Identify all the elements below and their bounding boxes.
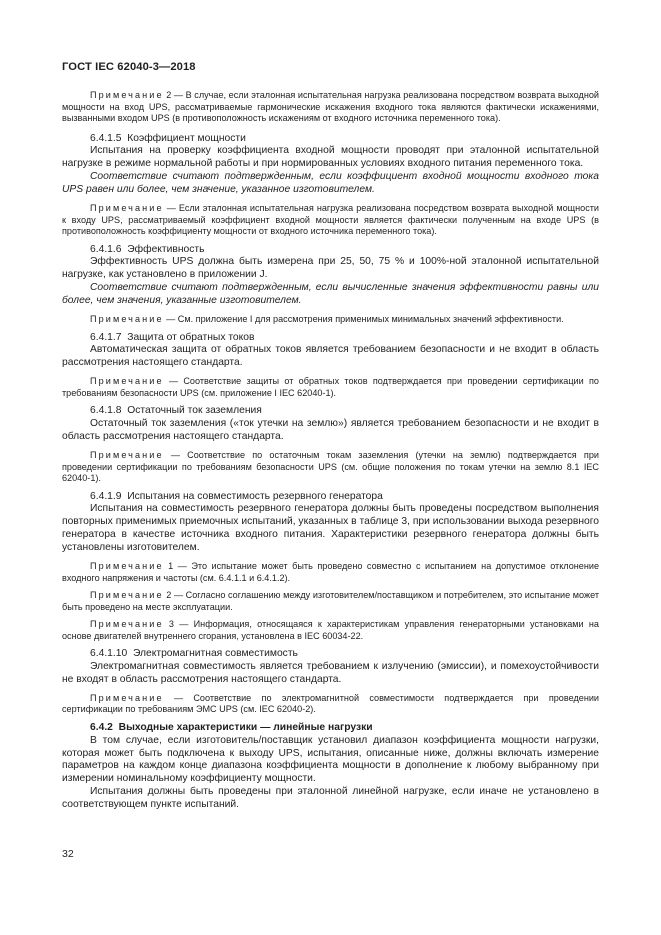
section-number: 6.4.1.8 (90, 405, 122, 417)
note-number: 2 (166, 590, 172, 601)
note-label: Примечание (90, 314, 164, 325)
note: Примечание — Соответствие защиты от обратных токов подтверждается при проведении сертификации по требованиям безопасности UPS (см. приложение I IEC 62040-1). (62, 376, 599, 398)
note-label: Примечание (90, 203, 164, 214)
section-number: 6.4.1.9 (90, 490, 122, 502)
note-text: Соответствие по остаточным токам заземления (утечки на землю) подтверждается при проведении сертификации по требованиям безопасности UPS (см. общие положения по токам утечки на землю 8.1 IEC 62040-1). (62, 450, 599, 483)
note-text: Это испытание может быть проведено совместно с испытанием на допустимое отклонение входного напряжения и частоты (см. 6.4.1.1 и 6.4.1.2). (62, 561, 599, 583)
paragraph: Остаточный ток заземления («ток утечки на землю») является требованием безопасности и не входит в область рассмотрения настоящего стандарта. (62, 418, 599, 443)
paragraph: Испытания на проверку коэффициента входной мощности проводят при эталонной испытательной нагрузке в режиме нормальной работы и при нормированных условиях входного питания переменного тока. (62, 145, 599, 170)
section-heading (62, 405, 599, 418)
section-number: 6.4.1.10 (90, 648, 128, 660)
section-number: 6.4.1.7 (90, 331, 122, 343)
compliance-paragraph: Соответствие считают подтвержденным, если коэффициент входной мощности входного тока UPS равен или более, чем значение, указанное изготовителем. (62, 171, 599, 196)
note: Примечание — См. приложение I для рассмотрения применимых минимальных значений эффективности. (90, 314, 564, 325)
note-text: Информация, относящаяся к характеристикам управления генераторными установками на основе двигателей внутреннего сгорания, установлена в IEC 60034-22. (62, 619, 599, 641)
section-heading (62, 648, 599, 661)
note-label: Примечание (90, 561, 164, 572)
section-heading (62, 332, 599, 345)
page-number: 32 (62, 848, 74, 860)
section-heading (62, 244, 599, 257)
note: Примечание — Соответствие по остаточным токам заземления (утечки на землю) подтверждается при проведении сертификации по требованиям безопасности UPS (см. общие положения по токам утечки на землю 8.1 IEC 62040-1). (62, 450, 599, 483)
note-number: 1 (168, 561, 174, 572)
note-text: Если эталонная испытательная нагрузка реализована посредством возврата выходной мощности к входу UPS, рассматриваемый коэффициент входной мощности является фактически полученным на входе UPS (в противоположность коэффициенту мощности от входного источника переменного тока). (62, 203, 600, 237)
note-label: Примечание (90, 450, 164, 460)
note: Примечание — Если эталонная испытательная нагрузка реализована посредством возврата выходной мощности к входу UPS, рассматриваемый коэффициент входной мощности является фактически полученным на входе UPS (в противоположность коэффициенту мощности от входного источника переменного тока). (62, 203, 600, 237)
note-label: Примечание (90, 590, 164, 601)
section-title: Эффективность (127, 243, 205, 255)
section-title: Испытания на совместимость резервного генератора (127, 490, 383, 502)
note-text: Соответствие защиты от обратных токов подтверждается при проведении сертификации по требованиям безопасности UPS (см. приложение I IEC 62040-1). (62, 376, 599, 398)
note: Примечание 2 — В случае, если эталонная испытательная нагрузка реализована посредством возврата выходной мощности на вход UPS, рассматриваемые гармонические искажения входного тока являются фактически искажениями, вызванными входом UPS (в противоположность искажениям от входного источника переменного тока). (62, 90, 599, 123)
note: Примечание — Соответствие по электромагнитной совместимости подтверждается при проведении сертификации по требованиям ЭМС UPS (см. IEC 62040-2). (62, 692, 599, 715)
paragraph: Эффективность UPS должна быть измерена при 25, 50, 75 % и 100%-ной эталонной испытательной нагрузке, как установлено в приложении J. (62, 256, 599, 281)
section-number: 6.4.2 (90, 721, 113, 733)
note-number: 3 (168, 619, 174, 630)
note-label: Примечание (90, 619, 164, 630)
compliance-paragraph: Соответствие считают подтвержденным, если вычисленные значения эффективности равны или более, чем значения, указанные изготовителем. (62, 282, 599, 307)
section-title: Электромагнитная совместимость (132, 648, 298, 660)
note: Примечание 1 — Это испытание может быть проведено совместно с испытанием на допустимое отклонение входного напряжения и частоты (см. 6.4.1.1 и 6.4.1.2). (62, 561, 599, 583)
note-text: Согласно соглашению между изготовителем/поставщиком и потребителем, это испытание может быть проведено на месте эксплуатации. (62, 590, 599, 612)
paragraph: Испытания должны быть проведены при эталонной линейной нагрузке, если иначе не установлено в соответствующем пункте испытаний. (62, 786, 599, 811)
section-title: Коэффициент мощности (127, 132, 246, 144)
section-title: Выходные характеристики — линейные нагрузки (118, 721, 373, 733)
note-number: 2 (166, 90, 172, 100)
note-text: Соответствие по электромагнитной совместимости подтверждается при проведении сертификации по требованиям ЭМС UPS (см. IEC 62040-2). (62, 692, 599, 715)
section-title: Защита от обратных токов (127, 331, 255, 343)
section-number: 6.4.1.5 (90, 132, 122, 144)
note-label: Примечание (90, 692, 164, 703)
paragraph: В том случае, если изготовитель/поставщик установил диапазон коэффициента мощности нагрузки, которая может быть подключена к выходу UPS, испытания, описанные ниже, должны включать измерение параметров на каждом конце диапазона коэффициента мощности в дополнение к любому выбранному при измерении номинальному коэффициенту мощности. (62, 734, 599, 785)
note-label: Примечание (90, 90, 164, 100)
section-heading (62, 722, 599, 735)
section-title: Остаточный ток заземления (127, 405, 262, 417)
paragraph: Испытания на совместимость резервного генератора должны быть проведены посредством выполнения повторных применимых приемочных испытаний, указанных в таблице 3, при использовании выхода резервного генератора в качестве источника входного питания. Характеристики резервного генератора должны быть установлены изготовителем. (62, 503, 599, 554)
section-heading (62, 491, 599, 504)
note-label: Примечание (90, 376, 164, 387)
section-number: 6.4.1.6 (90, 243, 122, 255)
document-body (62, 90, 599, 812)
section-heading (62, 133, 599, 146)
note: Примечание 2 — Согласно соглашению между изготовителем/поставщиком и потребителем, это испытание может быть проведено на месте эксплуатации. (62, 590, 599, 612)
paragraph: Электромагнитная совместимость является требованием к излучению (эмиссии), и помехоустойчивости не входят в область рассмотрения настоящего стандарта. (62, 660, 599, 685)
note-text: См. приложение I для рассмотрения применимых минимальных значений эффективности. (177, 314, 564, 325)
document-header: ГОСТ IEC 62040-3—2018 (62, 61, 196, 73)
paragraph: Автоматическая защита от обратных токов является требованием безопасности и не входит в область рассмотрения настоящего стандарта. (62, 344, 599, 369)
note: Примечание 3 — Информация, относящаяся к характеристикам управления генераторными установками на основе двигателей внутреннего сгорания, установлена в IEC 60034-22. (62, 619, 599, 641)
note-text: В случае, если эталонная испытательная нагрузка реализована посредством возврата выходной мощности на вход UPS, рассматриваемые гармонические искажения входного тока являются фактически искажениями, вызванными входом UPS (в противоположность искажениям от входного источника переменного тока). (62, 90, 599, 123)
